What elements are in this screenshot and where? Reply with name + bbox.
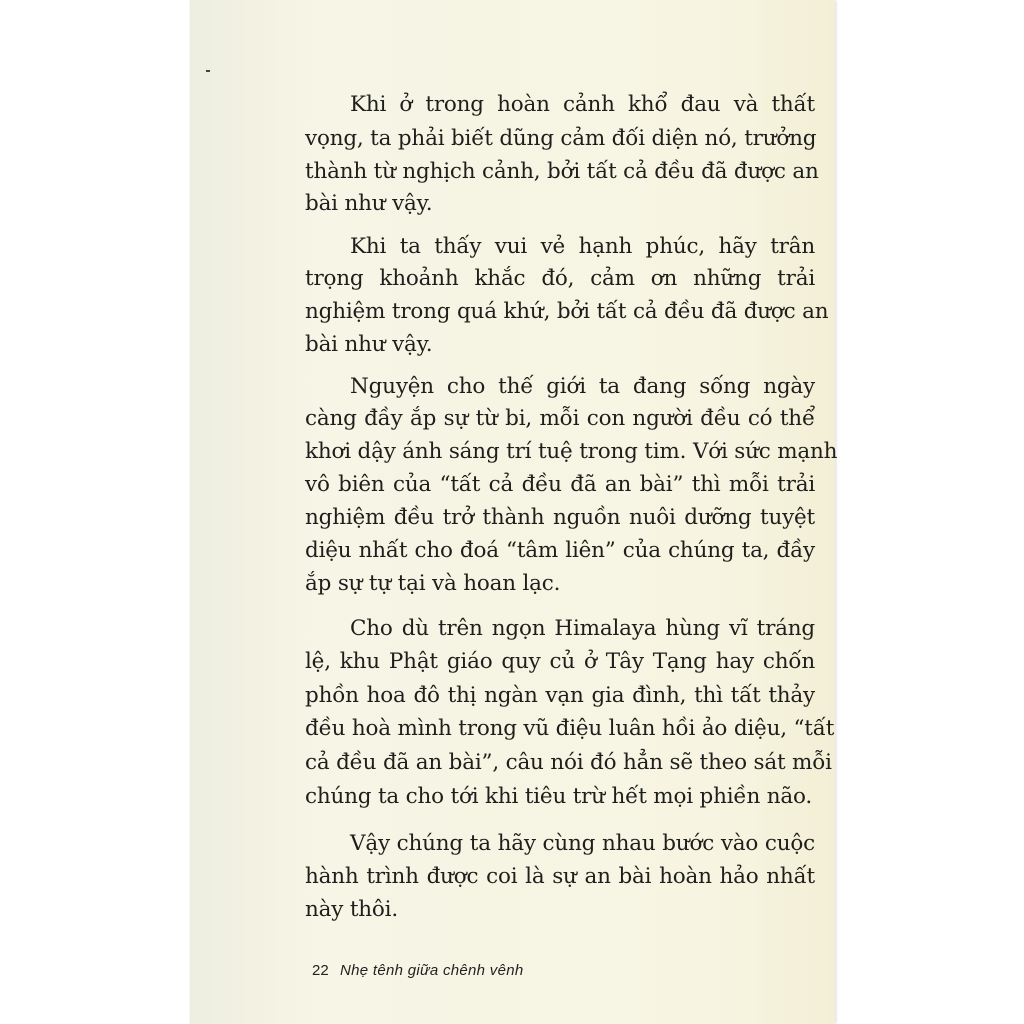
text-line: lệ, khu Phật giáo quy củ ở Tây Tạng hay chốn [305,649,815,674]
text-line: đều hoà mình trong vũ điệu luân hồi ảo diệu, “tất [305,716,835,741]
text-line: bài như vậy. [305,191,433,216]
page-mark [206,70,210,72]
text-line: diệu nhất cho đoá “tâm liên” của chúng ta, đầy [305,538,815,563]
text-line: thành từ nghịch cảnh, bởi tất cả đều đã được an [305,159,819,184]
text-line: nghiệm đều trở thành nguồn nuôi dưỡng tuyệt [305,505,815,530]
text-line: càng đầy ắp sự từ bi, mỗi con người đều có thể [305,406,815,431]
running-title: Nhẹ tênh giữa chênh vênh [340,962,524,979]
text-line: Khi ta thấy vui vẻ hạnh phúc, hãy trân [350,234,815,259]
text-line: Vậy chúng ta hãy cùng nhau bước vào cuộc [350,831,815,856]
text-line: khơi dậy ánh sáng trí tuệ trong tim. Với sức mạnh [305,439,838,464]
text-line: chúng ta cho tới khi tiêu trừ hết mọi phiền não. [305,784,812,809]
text-line: nghiệm trong quá khứ, bởi tất cả đều đã được an [305,299,829,324]
text-line: vô biên của “tất cả đều đã an bài” thì mỗi trải [305,472,815,497]
text-line: bài như vậy. [305,332,433,357]
text-line: Khi ở trong hoàn cảnh khổ đau và thất [350,92,815,117]
text-line: Cho dù trên ngọn Himalaya hùng vĩ tráng [350,616,815,641]
page-number: 22 [312,962,329,979]
text-line: Nguyện cho thế giới ta đang sống ngày [350,374,815,399]
text-line: cả đều đã an bài”, câu nói đó hẳn sẽ theo sát mỗi [305,750,832,775]
text-line: vọng, ta phải biết dũng cảm đối diện nó, trưởng [305,126,817,151]
text-line: trọng khoảnh khắc đó, cảm ơn những trải [305,266,815,291]
text-line: hành trình được coi là sự an bài hoàn hảo nhất [305,864,815,889]
text-line: ắp sự tự tại và hoan lạc. [305,571,561,596]
text-line: này thôi. [305,897,398,922]
text-line: phồn hoa đô thị ngàn vạn gia đình, thì tất thảy [305,683,815,708]
